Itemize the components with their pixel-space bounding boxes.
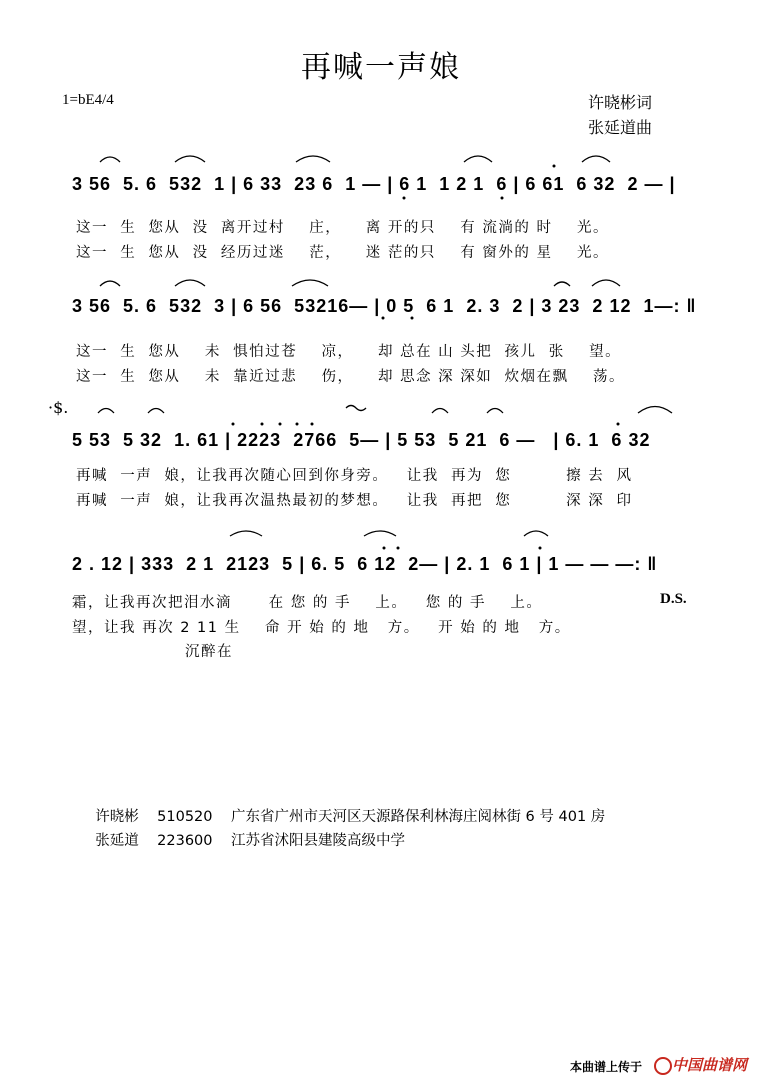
upload-note: 本曲谱上传于 [570, 1060, 643, 1074]
lyric-row-3-verse-1: 再喊 一声 娘，让我再次随心回到你身旁。 让我 再为 您 擦 去 风 [76, 468, 633, 484]
contact-postcode: 510520 [157, 809, 213, 825]
lyric-row-3-verse-2: 再喊 一声 娘，让我再次温热最初的梦想。 让我 再把 您 深 深 印 [76, 493, 633, 509]
composer-credit: 张延道曲 [588, 118, 653, 137]
page-title: 再喊一声娘 [301, 50, 461, 85]
lyric-row-1-verse-2: 这一 生 您从 没 经历过迷 茫， 迷 茫的只 有 窗外的 星 光。 [76, 245, 609, 261]
lyric-row-4-verse-2: 望，让我 再次 2 11 生 命 开 始 的 地 方。 开 始 的 地 方。 [72, 620, 571, 636]
contact-postcode: 223600 [157, 833, 213, 849]
contact-name: 许晓彬 [95, 809, 139, 825]
alternate-lyric: 沉醉在 [185, 644, 233, 660]
segno-sign: ·$. [48, 398, 69, 417]
notation-row-2: 3 56 5. 6 532 3 | 6 56 53216— | 0 5 6 1 2. 3 2 | 3 23 2 12 1—: ‖ [72, 296, 697, 316]
lyric-row-2-verse-2: 这一 生 您从 未 靠近过悲 伤， 却 思念 深 深如 炊烟在飘 荡。 [76, 369, 625, 385]
lyric-row-4-verse-1: 霜，让我再次把泪水滴 在 您 的 手 上。 您 的 手 上。 [72, 595, 543, 611]
lyric-row-1-verse-1: 这一 生 您从 没 离开过村 庄， 离 开的只 有 流淌的 时 光。 [76, 220, 609, 236]
dal-segno-marking: D.S. [660, 591, 687, 607]
notation-row-3: 5 53 5 32 1. 61 | 2223 2766 5— | 5 53 5 21 6 — | 6. 1 6 32 [72, 430, 651, 450]
notation-row-4: 2 . 12 | 333 2 1 2123 5 | 6. 5 6 12 2— | 2. 1 6 1 | 1 — — —: ‖ [72, 554, 658, 574]
lyric-row-2-verse-1: 这一 生 您从 未 惧怕过苍 凉， 却 总在 山 头把 孩儿 张 望。 [76, 344, 622, 360]
lyricist-credit: 许晓彬词 [588, 93, 653, 112]
key-signature: 1=bE4/4 [62, 92, 114, 108]
site-logo-icon [654, 1057, 672, 1075]
site-logo[interactable]: 中国曲谱网 [672, 1056, 748, 1074]
footer-contact-2 [86, 813, 405, 850]
contact-address: 江苏省沭阳县建陵高级中学 [230, 833, 405, 849]
notation-row-1: 3 56 5. 6 532 1 | 6 33 23 6 1 — | 6 1 1 2 1 6 | 6 61 6 32 2 — | [72, 174, 676, 194]
contact-address: 广东省广州市天河区天源路保利林海庄阅林街 6 号 401 房 [230, 809, 606, 825]
contact-name: 张延道 [95, 833, 139, 849]
